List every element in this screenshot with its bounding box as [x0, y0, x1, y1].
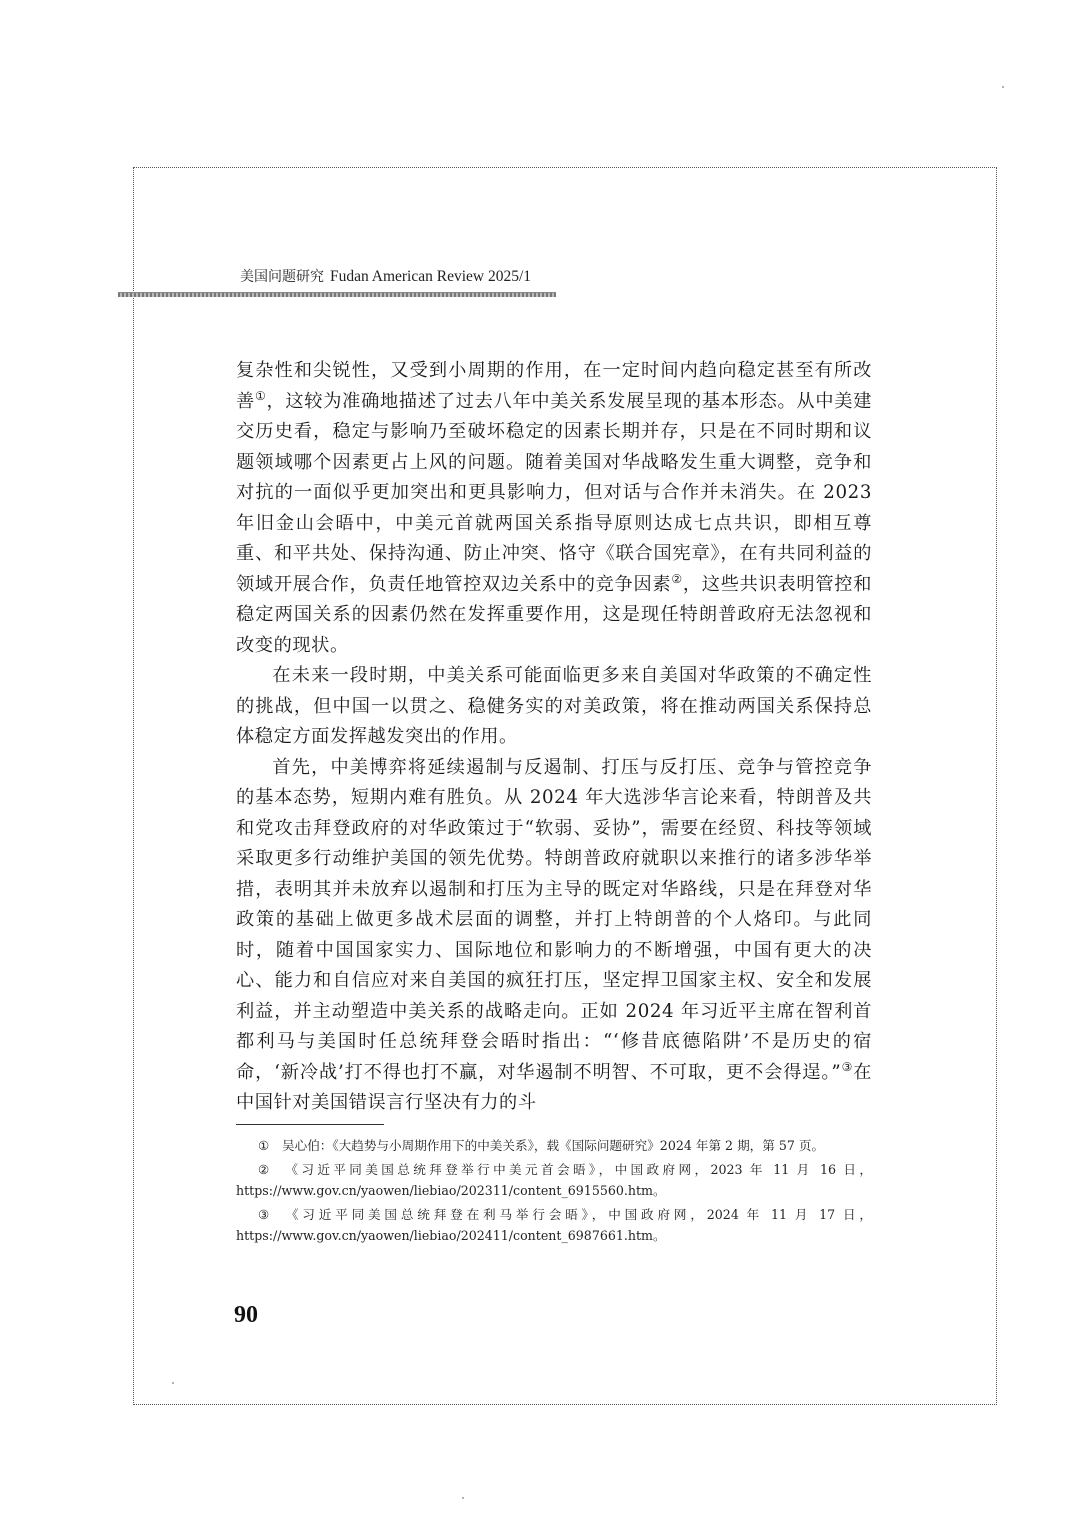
journal-title-en: Fudan American Review 2025/1	[330, 268, 532, 285]
footnote-marker: ①	[258, 1138, 270, 1153]
paragraph-text: ，这些共识表明管控和稳定两国关系的因素仍然在发挥重要作用，这是现任特朗普政府无法忽视和改变的现状。	[236, 573, 872, 656]
paragraph-3	[236, 753, 872, 1119]
footnote-text: 《习近平同美国总统拜登在利马举行会晤》，中国政府网，2024 年 11 月 17 日，https://www.gov.cn/yaowen/liebiao/202411/content_6987661.htm。	[236, 1206, 872, 1243]
footnote-rule	[236, 1124, 384, 1125]
footnote-ref-1: ①	[254, 388, 267, 403]
scan-speck	[172, 1382, 174, 1384]
footnote-text: 《习近平同美国总统拜登举行中美元首会晤》，中国政府网，2023 年 11 月 16 日，https://www.gov.cn/yaowen/liebiao/202311/content_6915560.htm。	[236, 1161, 872, 1198]
running-header	[240, 266, 531, 286]
footnotes	[236, 1135, 872, 1249]
footnote-2	[236, 1159, 872, 1202]
scan-speck	[462, 1497, 464, 1499]
header-rule	[118, 292, 556, 297]
paragraph-text: 首先，中美博弈将延续遏制与反遏制、打压与反打压、竞争与管控竞争的基本态势，短期内难有胜负。从 2024 年大选涉华言论来看，特朗普及共和党攻击拜登政府的对华政策过于“软弱、妥协”，需要在经贸、科技等领域采取更多行动维护美国的领先优势。特朗普政府就职以来推行的诸多涉华举措，表明其并未放弃以遏制和打压为主导的既定对华路线，只是在拜登对华政策的基础上做更多战术层面的调整，并打上特朗普的个人烙印。与此同时，随着中国国家实力、国际地位和影响力的不断增强，中国有更大的决心、能力和自信应对来自美国的疯狂打压，坚定捍卫国家主权、安全和发展利益，并主动塑造中美关系的战略走向。正如 2024 年习近平主席在智利首都利马与美国时任总统拜登会晤时指出：“‘修昔底德陷阱’不是历史的宿命，‘新冷战’打不得也打不赢，对华遏制不明智、不可取，更不会得逞。”	[236, 756, 872, 1083]
footnote-1	[236, 1135, 872, 1157]
footnote-marker: ②	[258, 1161, 270, 1177]
paragraph-2: 在未来一段时期，中美关系可能面临更多来自美国对华政策的不确定性的挑战，但中国一以贯之、稳健务实的对美政策，将在推动两国关系保持总体稳定方面发挥越发突出的作用。	[236, 665, 872, 747]
footnote-text: 吴心伯：《大趋势与小周期作用下的中美关系》，载《国际问题研究》2024 年第 2 期，第 57 页。	[282, 1138, 825, 1153]
paragraph-text: 复杂性和尖锐性，又受到小周期的作用，在一定时间内趋向稳定甚至有所改善	[236, 360, 872, 412]
footnote-ref-3: ③	[841, 1059, 854, 1074]
footnote-marker: ③	[258, 1206, 270, 1222]
paragraph-text: 在中国针对美国错误言行坚决有力的斗	[236, 1061, 872, 1113]
body-text	[236, 356, 872, 1119]
journal-title-cn: 美国问题研究	[240, 269, 324, 285]
footnote-ref-2: ②	[671, 571, 683, 586]
paragraph-text: ，这较为准确地描述了过去八年中美关系发展呈现的基本形态。从中美建交历史看，稳定与影响乃至破坏稳定的因素长期并存，只是在不同时期和议题领域哪个因素更占上风的问题。随着美国对华战略发生重大调整，竞争和对抗的一面似乎更加突出和更具影响力，但对话与合作并未消失。在 2023 年旧金山会晤中，中美元首就两国关系指导原则达成七点共识，即相互尊重、和平共处、保持沟通、防止冲突、恪守《联合国宪章》，在有共同利益的领域开展合作，负责任地管控双边关系中的竞争因素	[236, 390, 872, 595]
paragraph-1	[236, 356, 872, 661]
scan-speck	[1002, 86, 1004, 88]
page-number: 90	[234, 1302, 258, 1328]
footnote-3	[236, 1204, 872, 1247]
